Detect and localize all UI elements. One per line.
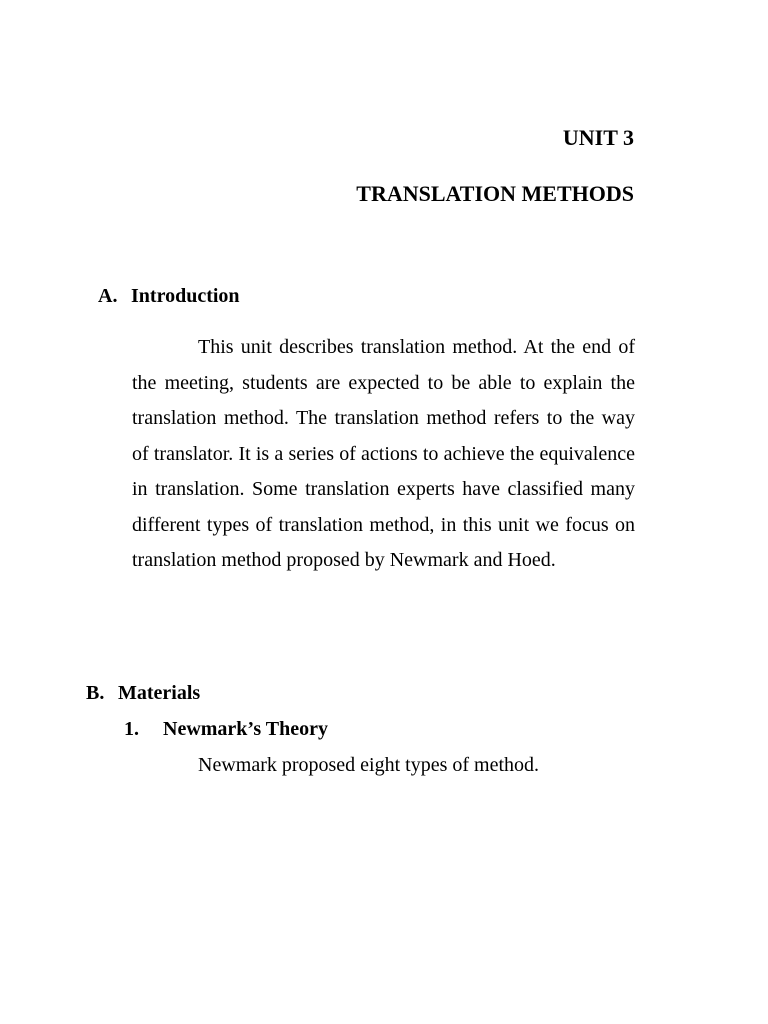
section-heading-text: Introduction [131, 285, 240, 307]
section-heading-text: Materials [118, 682, 201, 704]
subsection-heading-newmark [124, 716, 328, 742]
section-letter: B. [86, 682, 105, 704]
unit-label: UNIT 3 [562, 125, 634, 150]
subsection-number: 1. [124, 718, 139, 740]
unit-title: TRANSLATION METHODS [356, 181, 634, 206]
section-letter: A. [98, 285, 118, 307]
introduction-paragraph: This unit describes translation method. At the end of the meeting, students are expected to be able to explain the translation method. The translation method refers to the way of translator. It is a series of actions to achieve the equivalence in translation. Some translation experts have classified many different types of translation method, in this unit we focus on translation method proposed by Newmark and Hoed. [132, 336, 635, 571]
subsection-heading-text: Newmark’s Theory [163, 718, 328, 740]
subsection-paragraph: Newmark proposed eight types of method. [198, 754, 540, 776]
section-heading-materials [86, 680, 200, 706]
section-heading-introduction [98, 283, 240, 309]
